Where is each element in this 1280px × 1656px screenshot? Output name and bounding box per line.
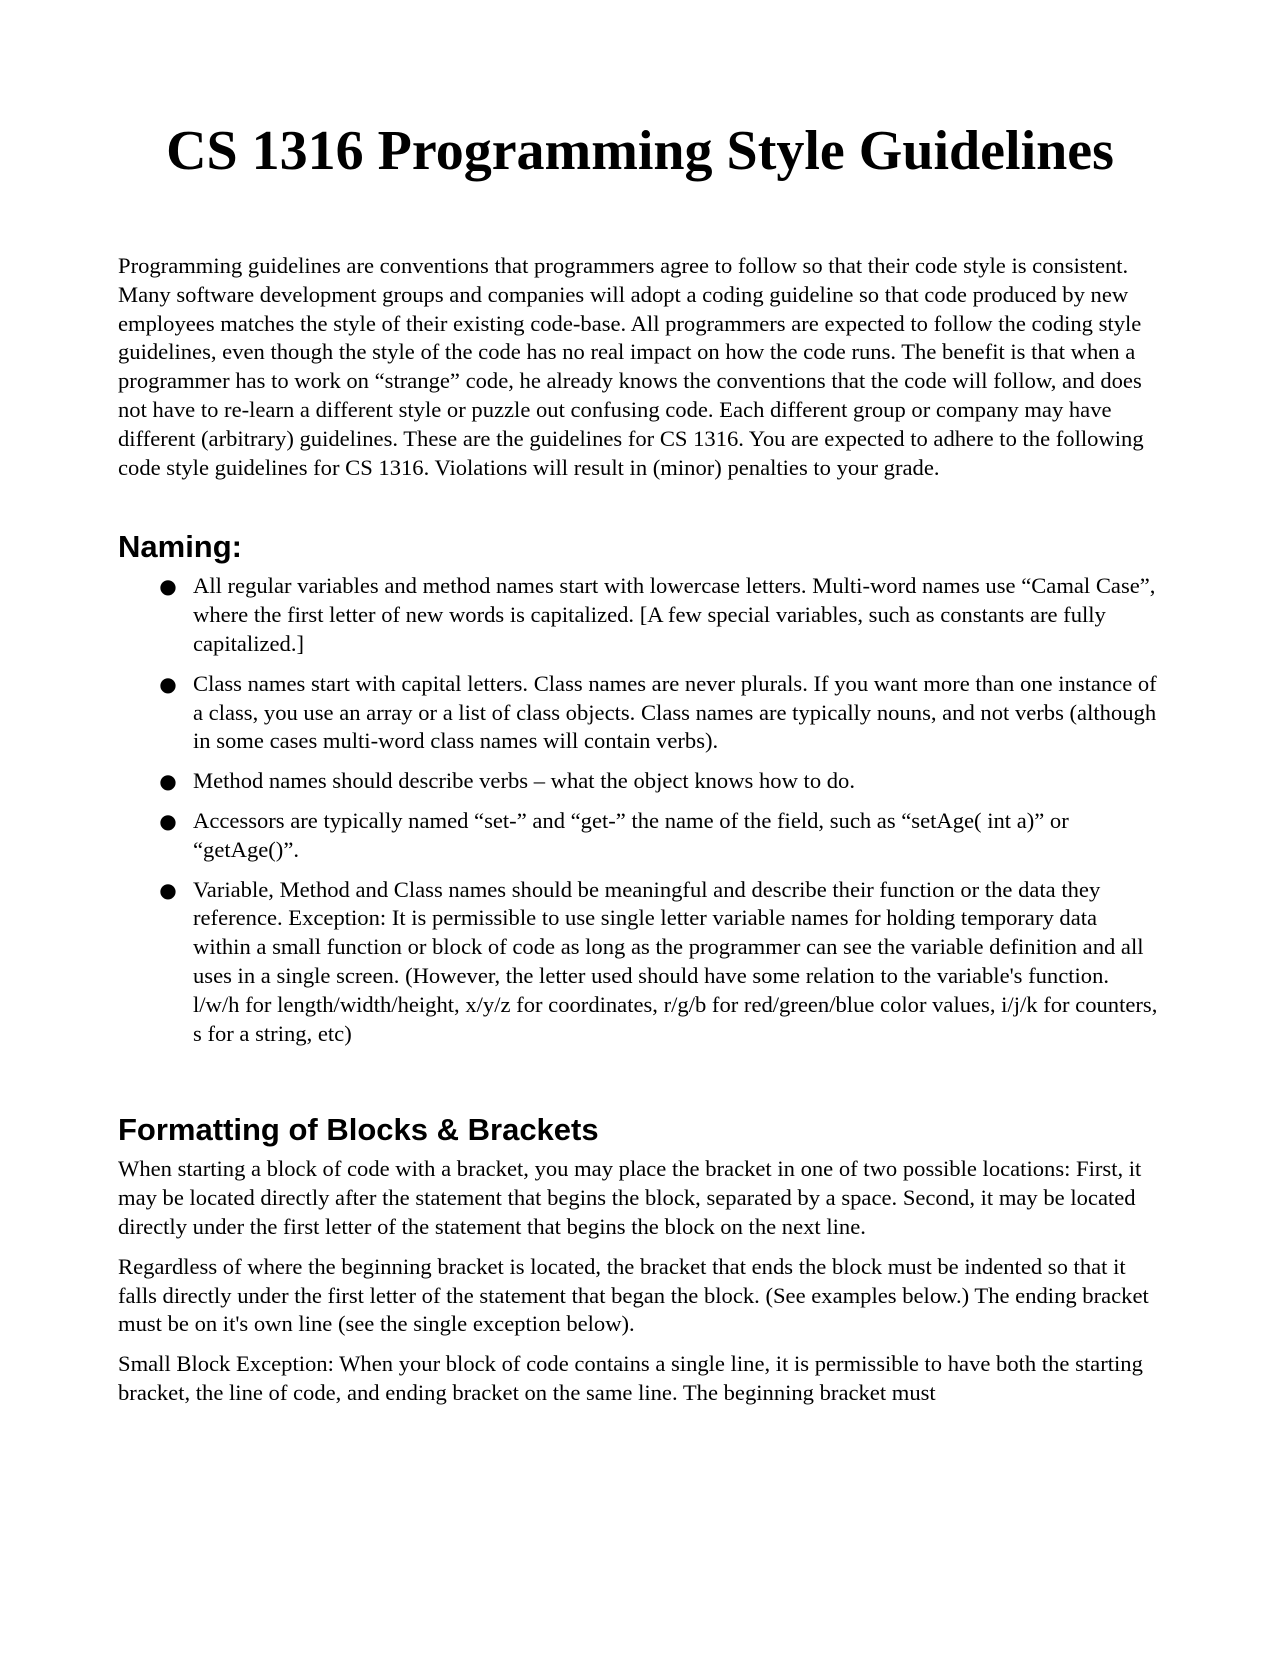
list-item-text: Class names start with capital letters. Class names are never plurals. If you want more than one instance of a class, you use an array or a list of class objects. Class names are typically nouns, and not verbs (although in some cases multi-word class names will contain verbs).	[193, 670, 1157, 754]
formatting-paragraph: Small Block Exception: When your block of code contains a single line, it is permissible to have both the starting bracket, the line of code, and ending bracket on the same line. The beginning bracket must	[118, 1351, 1143, 1405]
section-heading-naming: Naming:	[118, 529, 242, 565]
list-item-text: Accessors are typically named “set-” and “get-” the name of the field, such as “setAge( int a)” or “getAge()”.	[193, 807, 1069, 862]
bullet-icon: ●	[159, 671, 177, 696]
section-spacer	[118, 1059, 1158, 1111]
document-title: CS 1316 Programming Style Guidelines	[166, 120, 1114, 182]
list-item-text: Variable, Method and Class names should be meaningful and describe their function or the data they reference. Exception: It is permissible to use single letter variable names for holding temporary data within a small function or block of code as long as the programmer can see the variable definition and all uses in a single screen. (However, the letter used should have some relation to the variable's function. l/w/h for length/width/height, x/y/z for coordinates, r/g/b for red/green/blue color values, i/j/k for counters, s for a string, etc)	[193, 876, 1158, 1046]
intro-paragraph: Programming guidelines are conventions that programmers agree to follow so that their code style is consistent. Many software development groups and companies will adopt a coding guideline so that code produced by new employees matches the style of their existing code-base. All programmers are expected to follow the coding style guidelines, even though the style of the code has no real impact on how the code runs. The benefit is that when a programmer has to work on “strange” code, he already knows the conventions that the code will follow, and does not have to re-learn a different style or puzzle out confusing code. Each different group or company may have different (arbitrary) guidelines. These are the guidelines for CS 1316. You are expected to adhere to the following code style guidelines for CS 1316. Violations will result in (minor) penalties to your grade.	[118, 253, 1144, 480]
bullet-icon: ●	[159, 574, 177, 599]
formatting-paragraph: Regardless of where the beginning bracket is located, the bracket that ends the block must be indented so that it falls directly under the first letter of the statement that began the block. (See examples below.) The ending bracket must be on it's own line (see the single exception below).	[118, 1253, 1149, 1337]
list-item-text: All regular variables and method names start with lowercase letters. Multi-word names use “Camal Case”, where the first letter of new words is capitalized. [A few special variables, such as constants are fully capitalized.]	[193, 573, 1156, 656]
section-heading-formatting: Formatting of Blocks & Brackets	[118, 1112, 599, 1148]
naming-list	[118, 572, 1158, 1048]
formatting-paragraph: When starting a block of code with a bracket, you may place the bracket in one of two possible locations: First, it may be located directly after the statement that begins the block, separated by a space. Second, it may be located directly under the first letter of the statement that begins the block on the next line.	[118, 1156, 1142, 1239]
list-item	[118, 876, 1158, 1049]
bullet-icon: ●	[159, 808, 177, 833]
list-item	[118, 807, 1158, 865]
bullet-icon: ●	[159, 769, 177, 794]
list-item	[118, 670, 1158, 756]
list-item-text: Method names should describe verbs – what the object knows how to do.	[193, 768, 856, 794]
list-item	[118, 767, 1158, 796]
list-item	[118, 572, 1158, 658]
document-body	[118, 252, 1158, 1419]
bullet-icon: ●	[159, 877, 177, 902]
